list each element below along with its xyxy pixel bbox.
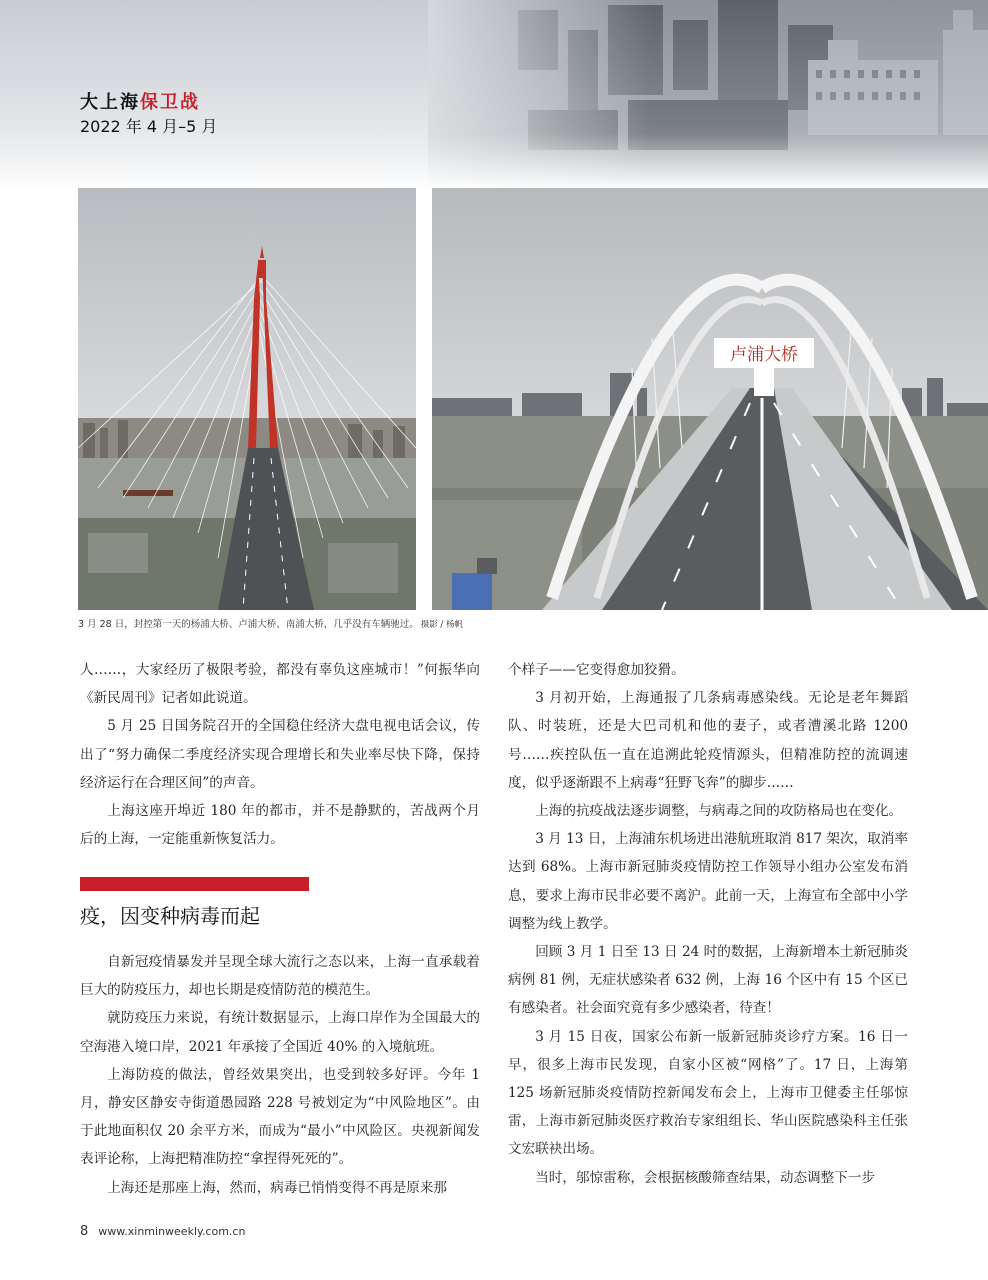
paragraph: 人……，大家经历了极限考验，都没有辜负这座城市！”何振华向《新民周刊》记者如此说道。 [80,662,480,707]
bridge-sign-text: 卢浦大桥 [730,345,798,365]
caption-text: 3 月 28 日，封控第一天的杨浦大桥、卢浦大桥、南浦大桥，几乎没有车辆驰过。 [78,619,419,630]
left-column-top [80,656,480,853]
section-title [80,88,200,114]
paragraph: 当时，邬惊雷称，会根据核酸筛查结果，动态调整下一步 [535,1169,876,1186]
caption-credit: 摄影 / 杨帆 [420,620,463,630]
right-column [508,656,908,1192]
section-heading: 疫，因变种病毒而起 [80,904,260,928]
paragraph: 上海这座开埠近 180 年的都市，并不是静默的，苦战两个月后的上海，一定能重新恢复活力。 [80,803,480,848]
paragraph: 3 月初开始，上海通报了几条病毒感染线。无论是老年舞蹈队、时装班，还是大巴司机和他的妻子，或者漕溪北路 1200 号……疾控队伍一直在追溯此轮疫情源头，但精准防控的流调速度，似乎逐渐跟不上病毒“狂野飞奔”的脚步…… [508,690,908,791]
paragraph: 就防疫压力来说，有统计数据显示，上海口岸作为全国最大的空海港入境口岸，2021 年承接了全国近 40% 的入境航班。 [80,1010,480,1055]
photo-caption [78,616,878,630]
paragraph: 3 月 13 日，上海浦东机场进出港航班取消 817 架次，取消率达到 68%。上海市新冠肺炎疫情防控工作领导小组办公室发布消息，要求上海市民非必要不离沪。此前一天，上海宣布全部中小学调整为线上教学。 [508,831,908,932]
section-date: 2022 年 4 月–5 月 [80,117,218,136]
bridge-photo-left [78,188,416,610]
paragraph: 3 月 15 日夜，国家公布新一版新冠肺炎诊疗方案。16 日一早，很多上海市民发现，自家小区被“网格”了。17 日，上海第 125 场新冠肺炎疫情防控新闻发布会上，上海市卫健委主任邬惊雷，上海市新冠肺炎医疗救治专家组组长、华山医院感染科主任张文宏联袂出场。 [508,1028,908,1158]
paragraph: 上海还是那座上海，然而，病毒已悄悄变得不再是原来那 [107,1179,448,1196]
city-skyline-image [428,0,988,190]
page-footer [80,1224,245,1239]
heading-red-bar [80,877,309,891]
paragraph: 自新冠疫情暴发并呈现全球大流行之态以来，上海一直承载着巨大的防疫压力，却也长期是疫情防范的模范生。 [80,954,480,999]
paragraph: 个样子——它变得愈加狡猾。 [508,662,685,678]
page-number: 8 [80,1224,89,1239]
paragraph: 上海的抗疫战法逐步调整，与病毒之间的攻防格局也在变化。 [535,803,903,820]
section-title-black: 大上海 [80,92,140,113]
paragraph: 5 月 25 日国务院召开的全国稳住经济大盘电视电话会议，传出了“努力确保二季度经济实现合理增长和失业率尽快下降，保持经济运行在合理区间”的声音。 [80,718,480,791]
paragraph: 回顾 3 月 1 日至 13 日 24 时的数据，上海新增本土新冠肺炎病例 81 例，无症状感染者 632 例，上海 16 个区中有 15 个区已有感染者。社会面究竟有多少感染者，待查！ [508,944,908,1017]
bridge-photo-right [432,188,988,610]
left-column-bottom [80,948,480,1202]
footer-url: www.xinminweekly.com.cn [98,1225,246,1238]
paragraph: 上海防疫的做法，曾经效果突出，也受到较多好评。今年 1 月，静安区静安寺街道愚园路 228 号被划定为“中风险地区”。由于此地面积仅 20 余平方米，而成为“最小”中风险区。央视新闻发表评论称，上海把精准防控“拿捏得死死的”。 [80,1066,480,1168]
section-title-red: 保卫战 [140,92,200,113]
